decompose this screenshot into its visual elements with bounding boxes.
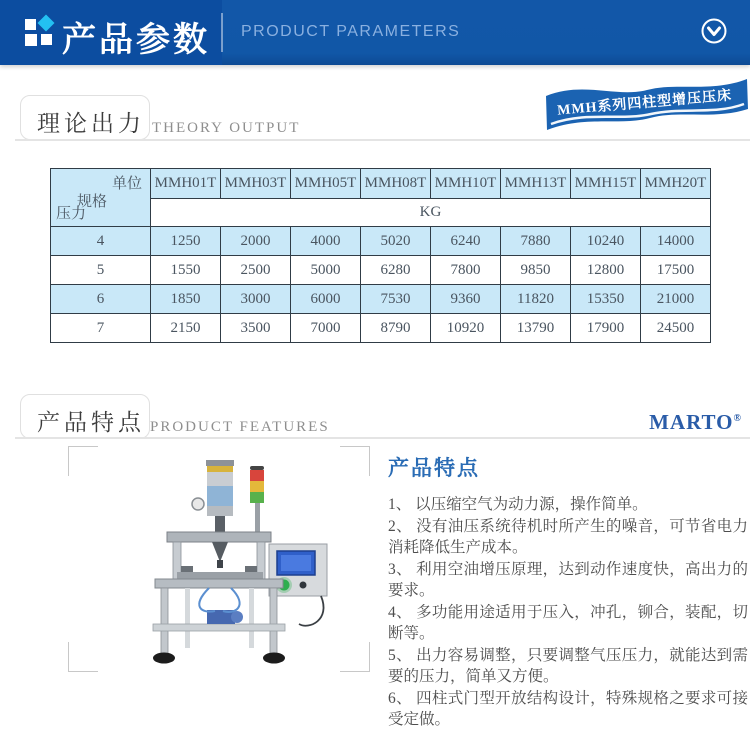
column-header: MMH08T xyxy=(361,169,431,199)
value-cell: 17900 xyxy=(571,314,641,343)
feature-item: 1、 以压缩空气为动力源，操作简单。 xyxy=(388,496,648,513)
value-cell: 7530 xyxy=(361,285,431,314)
value-cell: 6240 xyxy=(431,227,501,256)
value-cell: 1850 xyxy=(151,285,221,314)
section-divider-theory xyxy=(15,139,750,141)
column-header: MMH10T xyxy=(431,169,501,199)
feature-item: 6、 四柱式门型开放结构设计，特殊规格之要求可接受定做。 xyxy=(388,689,748,728)
value-cell: 4000 xyxy=(291,227,361,256)
section-title-theory-cn: 理论出力 xyxy=(37,111,145,136)
value-cell: 21000 xyxy=(641,285,711,314)
value-cell: 6280 xyxy=(361,256,431,285)
value-cell: 10240 xyxy=(571,227,641,256)
value-cell: 5000 xyxy=(291,256,361,285)
section-title-theory xyxy=(20,95,150,140)
value-cell: 5020 xyxy=(361,227,431,256)
series-ribbon xyxy=(543,74,750,140)
pressure-cell: 4 xyxy=(51,227,151,256)
column-header: MMH15T xyxy=(571,169,641,199)
pressure-cell: 7 xyxy=(51,314,151,343)
value-cell: 15350 xyxy=(571,285,641,314)
value-cell: 11820 xyxy=(501,285,571,314)
feature-item: 2、 没有油压系统待机时所产生的噪音，可节省电力消耗降低生产成本。 xyxy=(388,517,748,556)
column-header: MMH01T xyxy=(151,169,221,199)
chevron-down-icon[interactable] xyxy=(700,17,728,45)
value-cell: 1550 xyxy=(151,256,221,285)
grid-logo-icon xyxy=(25,17,53,47)
value-cell: 7000 xyxy=(291,314,361,343)
section-title-features-en: PRODUCT FEATURES xyxy=(150,419,330,435)
section-divider-features xyxy=(15,437,750,439)
page-subtitle: PRODUCT PARAMETERS xyxy=(241,23,461,40)
column-header: MMH05T xyxy=(291,169,361,199)
value-cell: 6000 xyxy=(291,285,361,314)
table-row xyxy=(51,256,711,285)
features-panel xyxy=(388,452,748,731)
corner-label-spec: 规格 xyxy=(77,194,108,210)
header-bar xyxy=(0,0,750,65)
column-header: MMH03T xyxy=(221,169,291,199)
column-header: MMH20T xyxy=(641,169,711,199)
pressure-cell: 5 xyxy=(51,256,151,285)
value-cell: 8790 xyxy=(361,314,431,343)
value-cell: 3500 xyxy=(221,314,291,343)
value-cell: 2000 xyxy=(221,227,291,256)
value-cell: 1250 xyxy=(151,227,221,256)
value-cell: 12800 xyxy=(571,256,641,285)
value-cell: 14000 xyxy=(641,227,711,256)
unit-row-kg: KG xyxy=(151,199,711,227)
header-divider xyxy=(221,13,223,52)
column-header: MMH13T xyxy=(501,169,571,199)
table-row xyxy=(51,227,711,256)
value-cell: 10920 xyxy=(431,314,501,343)
pressure-cell: 6 xyxy=(51,285,151,314)
value-cell: 7800 xyxy=(431,256,501,285)
value-cell: 2500 xyxy=(221,256,291,285)
value-cell: 9360 xyxy=(431,285,501,314)
table-row xyxy=(51,285,711,314)
table-row xyxy=(51,314,711,343)
brand-logo: MARTO® xyxy=(649,410,742,434)
value-cell: 7880 xyxy=(501,227,571,256)
corner-label-unit: 单位 xyxy=(111,176,142,192)
theory-output-table xyxy=(50,168,711,343)
value-cell: 2150 xyxy=(151,314,221,343)
table-corner-cell xyxy=(51,169,151,227)
features-heading: 产品特点 xyxy=(388,456,480,480)
machine-illustration xyxy=(69,448,369,670)
value-cell: 3000 xyxy=(221,285,291,314)
corner-label-pressure: 压力 xyxy=(56,206,87,222)
value-cell: 13790 xyxy=(501,314,571,343)
feature-item: 4、 多功能用途适用于压入，冲孔，铆合，装配，切断等。 xyxy=(388,603,748,642)
value-cell: 17500 xyxy=(641,256,711,285)
section-title-theory-en: THEORY OUTPUT xyxy=(152,120,301,136)
ribbon-label: MMH系列四柱型增压压床 xyxy=(556,88,733,119)
feature-item: 3、 利用空油增压原理，达到动作速度快，高出力的要求。 xyxy=(388,560,748,599)
value-cell: 24500 xyxy=(641,314,711,343)
feature-item: 5、 出力容易调整，只要调整气压压力，就能达到需要的压力，简单又方便。 xyxy=(388,646,748,685)
section-title-features-cn: 产品特点 xyxy=(37,410,145,435)
value-cell: 9850 xyxy=(501,256,571,285)
page-title: 产品参数 xyxy=(62,21,210,59)
section-title-features xyxy=(20,394,150,439)
product-photo xyxy=(68,446,370,672)
